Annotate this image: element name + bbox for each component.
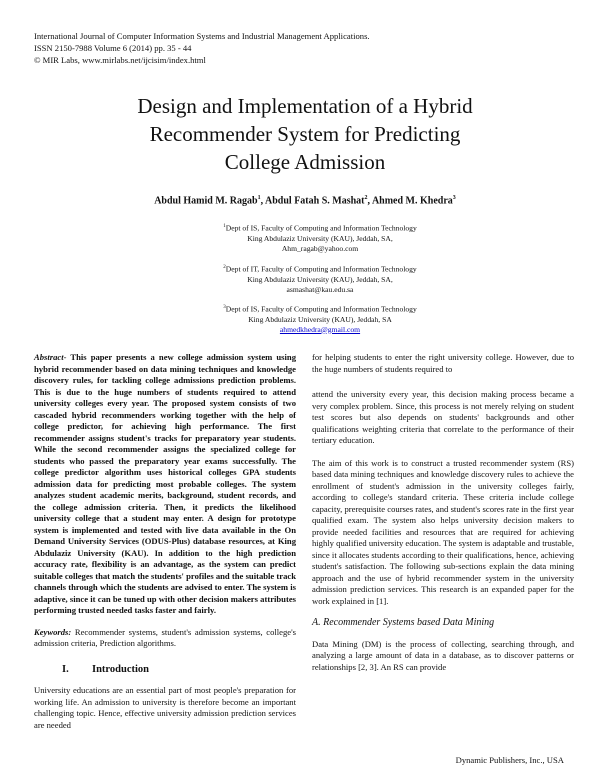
intro-paragraph-2: The aim of this work is to construct a trusted recommender system (RS) based data mining techniques and knowledge discovery rules to achieve the enrollment of student's admission in the university colleges fairly, according to college's standard criteria. These criteria include college capacity, prerequisite courses rates, and student's scores rate in the first year qualified exam. The system also helps university decision makers to provide needed facilities and resources that are required for achieving highly qualified university education. The system is adaptable and trustable, since it allocates students according to their qualifications, hence, achieving student's satisfaction. The following sub-sections explain the data mining approach and the use of hybrid recommender system in the university admission prediction services. This research is an expanded paper for the work explained in [1]. — [312, 457, 574, 606]
data-mining-paragraph: Data Mining (DM) is the process of collecting, searching through, and analyzing a large amount of data in a database, as to discover patterns or relationships [2, 3]. An RS can provide — [312, 638, 574, 672]
author-email: Ahm_ragab@yahoo.com — [281, 243, 359, 253]
publisher-footer: Dynamic Publishers, Inc., USA — [455, 755, 564, 765]
author-name: Abdul Hamid M. Ragab — [154, 195, 258, 207]
keywords — [34, 627, 296, 650]
journal-copyright: © MIR Labs, www.mirlabs.net/ijcisim/index.html — [34, 55, 206, 65]
journal-name: International Journal of Computer Information Systems and Industrial Management Applications. — [34, 31, 370, 41]
affiliation-3: $^3$Dept of IS, Faculty of Computing and Information Technology King Abdulaziz University (KAU), Jeddah, SA ahmedkhedra@gmail.com — [190, 303, 450, 335]
author-email: asmashat@kau.edu.sa — [286, 284, 354, 294]
paper-title: Design and Implementation of a Hybrid Recommender System for Predicting College Admission — [137, 94, 473, 174]
right-column — [312, 352, 574, 673]
abstract-text: This paper presents a new college admission system using hybrid recommender based on data mining techniques and knowledge discovery rules, for tackling college admissions prediction problems. This is due to the huge numbers of students required to attend university colleges every year. The proposed system consists of two cascaded hybrid recommenders working together with the help of college predictor, for achieving high performance. The first recommender assigns student's tracks for preparatory year students. While the second recommender assigns the specialized college for students who passed the preparatory year exams successfully. The college predictor algorithm uses historical colleges GPA students admission data for predicting most probable colleges. The system analyzes student academic merits, background, student records, and the college admission criteria. Then, it predicts the likelihood university college that a student may enter. A design for prototype system is implemented and tested with live data available in the On Demand University Services (ODUS-Plus) database resources, at King Abdulaziz University (KAU). In addition to the high prediction accuracy rate, flexibility is an advantage, as the system can predict suitable colleges that match the students' profiles and the suitable track channels through which the students are advised to enter. The system is adaptive, since it can be tuned up with other decision makers attributes performing trusted needed tasks faster and fairly. — [34, 352, 296, 615]
author-name: Abdul Fatah S. Mashat — [265, 195, 365, 207]
intro-continuation: for helping students to enter the right university college. However, due to the huge numbers of students required to — [312, 352, 574, 374]
abstract — [34, 352, 296, 617]
author-email-link[interactable]: ahmedkhedra@gmail.com — [279, 324, 361, 334]
abstract-label: Abstract- — [34, 352, 67, 362]
intro-paragraph: University educations are an essential part of most people's preparation for working life. An admission to university is therefore become an important challenging topic. Hence, effective university admission prediction services are needed — [34, 685, 296, 730]
affiliation-2: $^2$Dept of IT, Faculty of Computing and Information Technology King Abdulaziz University (KAU), Jeddah, SA, asmashat@kau.edu.sa — [190, 263, 450, 295]
intro-paragraph-1: attend the university every year, this decision making process became a very complex problem. Since, this process is not merely relying on student test scores but also depends on students' backgrounds and other qualifications weighting criteria that correlate to the performance of their tertiary education. — [312, 389, 574, 445]
journal-header — [34, 30, 370, 66]
journal-issn: ISSN 2150-7988 Volume 6 (2014) pp. 35 - 44 — [34, 43, 192, 53]
subsection-heading: A. Recommender Systems based Data Mining — [312, 617, 495, 628]
section-heading: I. Introduction — [62, 663, 149, 675]
keywords-label: Keywords: — [34, 626, 72, 637]
keywords-text: Recommender systems, student's admission systems, college's admission criteria, Prediction algorithms. — [34, 626, 296, 648]
left-column — [34, 352, 296, 731]
affiliation-1: $^1$Dept of IS, Faculty of Computing and Information Technology King Abdulaziz University (KAU), Jeddah, SA, Ahm_ragab@yahoo.com — [190, 222, 450, 254]
author-list: Abdul Hamid M. Ragab$^1$, Abdul Fatah S. Mashat$^2$, Ahmed M. Khedra$^3$ — [154, 195, 456, 207]
author-name: Ahmed M. Khedra — [371, 195, 453, 207]
